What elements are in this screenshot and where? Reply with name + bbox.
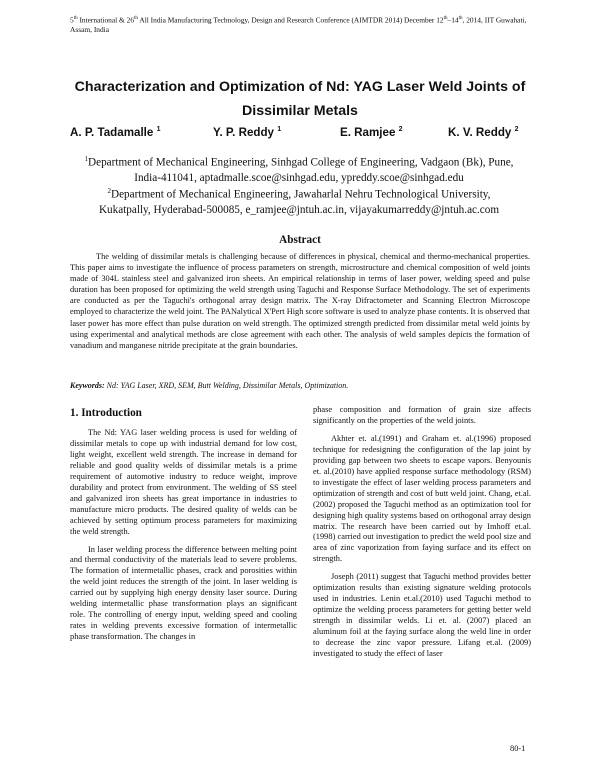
intro-paragraph-2: In laser welding process the difference between melting point and thermal conductivity of the materials lead to severe problems. The formation of intermetallic phases, crack and porosities within the weld joint reduces the strength of the joint. In laser welding is carried out by supplying high energy density laser source. During welding intermetallic phase transformation plays an significant role. The controlling of energy input, welding speed and cooling rates in welding prevents excessive formation of intermetallic phase transformation. The changes in — [70, 544, 297, 642]
keywords-text: Nd: YAG Laser, XRD, SEM, Butt Welding, Dissimilar Metals, Optimization. — [104, 381, 349, 390]
abstract-heading: Abstract — [279, 234, 321, 246]
paper-title-line-1: Characterization and Optimization of Nd: YAG Laser Weld Joints of — [74, 79, 526, 95]
conference-header: 5th International & 26th All India Manufacturing Technology, Design and Research Conference (AIMTDR 2014) December 12th–14th, 2014, IIT Guwahati, Assam, India — [70, 15, 527, 35]
section-heading-introduction: 1. Introduction — [70, 407, 142, 419]
abstract-text: The welding of dissimilar metals is challenging because of differences in physical, chemical and thermo-mechanical properties. This paper aims to investigate the influence of process parameters on strength, microstructure and chemical composition of weld joints made of 304L stainless steel and galvanized iron sheets. An empirical relationship in terms of laser power, welding speed and pulse duration has been proposed for optimizing the weld strength using Taguchi and Response Surface Methodology. The set of experiments are conducted as per the Taguchi's orthogonal array design matrix. The X-ray Difractometer and Scanning Electron Microscope employed to characterize the weld joint. The PANalytical X'Pert High score software is used to analyze phase contents. It is observed that laser power has more effect than pulse duration on weld strength. The optimized strength predicted from dissimilar metal weld joints by using experimental and analytical methods are close agreement with each other. The analysis of weld samples depicts the formation of vanadium and manganese nitride precipitate at the grain boundaries. — [70, 252, 530, 350]
author-2: Y. P. Reddy $^1$ — [213, 126, 282, 139]
intro-paragraph-4: Joseph (2011) suggest that Taguchi method provides better optimization results than existing signature welding protocols used in industries. Lenin et.al.(2010) used Taguchi method to optimize the welding process parameters for getting better weld strength in dissimilar welds. Li et. al. (2007) placed an aluminum foil at the faying surface along the weld line in order to decrease the zinc vapor pressure. Lifang et.al. (2009) investigated to study the effect of laser — [313, 572, 531, 659]
author-1: A. P. Tadamalle $^1$ — [70, 126, 161, 139]
intro-paragraph-1: The Nd: YAG laser welding process is used for welding of dissimilar metals to cope up with industrial demand for low cost, light weight, excellent weld strength. The increase in demand for reliable and good quality welds of dissimilar metals is a prime requirement of automotive industry to reduce weight, improve durability and protect from environment. The welding of SS steel and galvanized iron sheets has great importance in industries to manufacture micro products. The desired quality of welds can be achieved by setting optimum process parameters for maximizing the weld strength. — [70, 428, 297, 536]
right-column — [313, 405, 531, 667]
paper-title-line-2: Dissimilar Metals — [242, 103, 358, 119]
page-number: 80-1 — [510, 744, 526, 753]
keywords — [70, 381, 530, 390]
paper-title — [60, 75, 540, 123]
intro-paragraph-continued: phase composition and formation of grain size affects significantly on the properties of the weld joints. — [313, 405, 531, 425]
left-column — [70, 428, 297, 650]
keywords-label: Keywords: — [70, 381, 105, 390]
intro-paragraph-3: Akhter et. al.(1991) and Graham et. al.(1996) proposed technique for redesigning the configuration of the lap joint by providing gap between two sheets to escape vapors. Benyounis et. al.(2010) have applied response surface methodology (RSM) to investigate the effect of laser welding process parameters and optimization of strength and cost of butt weld joint. Chang, et.al.(2002) proposed the Taguchi method as an optimization tool for designing high quality systems based on orthogonal array design matrix. The research have been carried out by Imhoff et.al.(1998) carried out investigation to predict the weld pool size and area of zinc vaporization from faying surface and its effect on strength. — [313, 433, 531, 564]
author-3: E. Ramjee $^2$ — [340, 126, 403, 139]
affiliation-2: $^2$Department of Mechanical Engineering, Jawaharlal Nehru Technological University, Kukatpally, Hyderabad-500085, e_ramjee@jntuh.ac.in, vijayakumarreddy@jntuh.ac.com — [98, 187, 500, 216]
author-4: K. V. Reddy $^2$ — [448, 126, 519, 139]
affiliation-1: $^1$Department of Mechanical Engineering, Sinhgad College of Engineering, Vadgaon (Bk), Pune, India-411041, aptadmalle.scoe@sinhgad.edu, ypreddy.scoe@sinhgad.edu — [84, 155, 514, 184]
